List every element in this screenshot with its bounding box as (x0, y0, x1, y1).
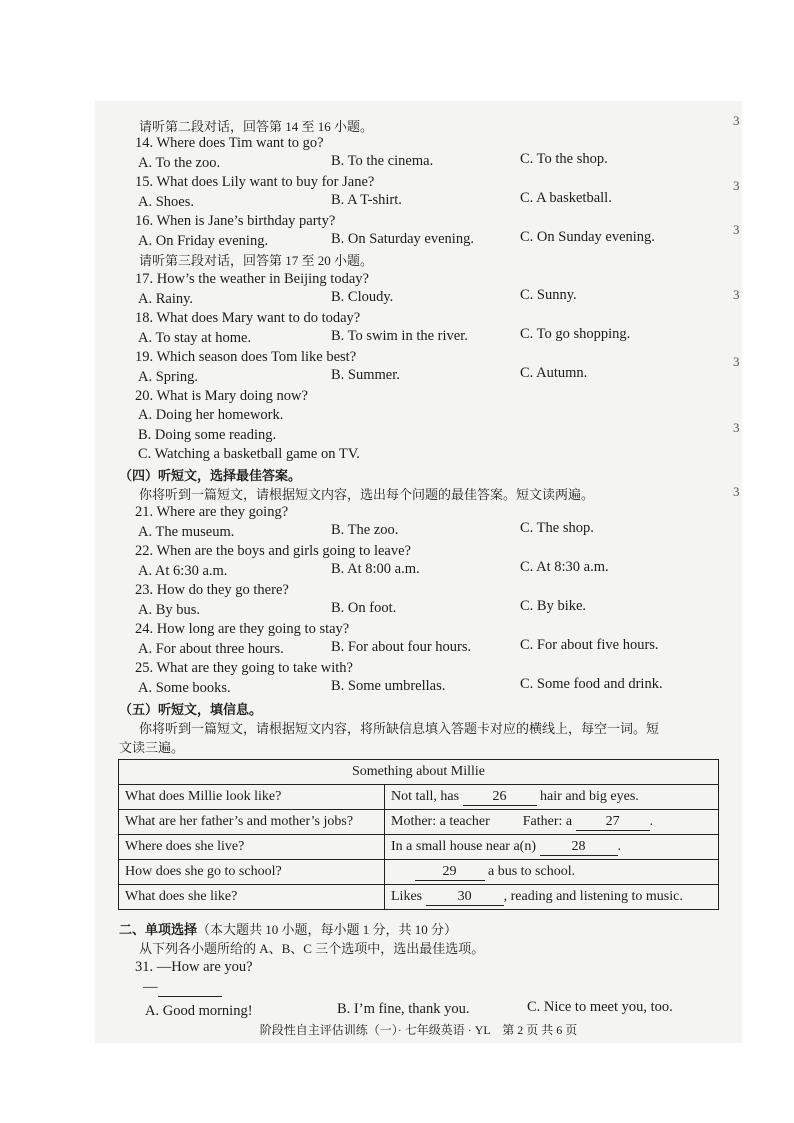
question-20: 20. What is Mary doing now? (135, 388, 308, 404)
option-23c: C. By bike. (520, 598, 587, 614)
question-31: 31. —How are you? (135, 959, 253, 975)
table-row (119, 885, 719, 910)
option-21b: B. The zoo. (331, 522, 399, 538)
table-answer: In a small house near a(n) 28 . (385, 835, 719, 860)
section-title-part4: （四）听短文，选择最佳答案。 (119, 468, 302, 483)
option-24a: A. For about three hours. (138, 641, 284, 657)
question-19: 19. Which season does Tom like best? (135, 349, 357, 365)
option-22c: C. At 8:30 a.m. (520, 559, 609, 575)
table-answer: Mother: a teacher Father: a 27 . (385, 810, 719, 835)
option-19c: C. Autumn. (520, 365, 588, 381)
margin-mark: 3 (733, 484, 740, 499)
option-23a: A. By bus. (138, 602, 201, 618)
table-question: Where does she live? (119, 835, 385, 860)
answer-blank-27[interactable]: 27 (576, 814, 650, 831)
option-22a: A. At 6:30 a.m. (138, 563, 228, 579)
option-31c: C. Nice to meet you, too. (527, 999, 673, 1015)
option-14a: A. To the zoo. (138, 155, 221, 171)
option-24b: B. For about four hours. (331, 639, 472, 655)
table-question: How does she go to school? (119, 860, 385, 885)
option-20c: C. Watching a basketball game on TV. (138, 446, 360, 462)
section-instruction: 你将听到一篇短文，请根据短文内容，将所缺信息填入答题卡对应的横线上，每空一词。短 (139, 721, 660, 736)
table-row (119, 835, 719, 860)
table-row (119, 860, 719, 885)
option-14c: C. To the shop. (520, 151, 608, 167)
margin-mark: 3 (733, 178, 740, 193)
margin-mark: 3 (733, 222, 740, 237)
option-24c: C. For about five hours. (520, 637, 659, 653)
question-15: 15. What does Lily want to buy for Jane? (135, 174, 375, 190)
table-answer: Likes 30 , reading and listening to music. (385, 885, 719, 910)
option-25a: A. Some books. (138, 680, 231, 696)
exam-page (95, 101, 742, 1043)
info-table (118, 759, 719, 910)
answer-blank-28[interactable]: 28 (540, 839, 618, 856)
option-23b: B. On foot. (331, 600, 397, 616)
option-16a: A. On Friday evening. (138, 233, 269, 249)
table-question: What does Millie look like? (119, 785, 385, 810)
option-17b: B. Cloudy. (331, 289, 394, 305)
option-17a: A. Rainy. (138, 291, 194, 307)
option-20b: B. Doing some reading. (138, 427, 277, 443)
option-16c: C. On Sunday evening. (520, 229, 655, 245)
table-row (119, 810, 719, 835)
option-17c: C. Sunny. (520, 287, 577, 303)
section-instruction: 你将听到一篇短文，请根据短文内容，选出每个问题的最佳答案。短文读两遍。 (139, 487, 595, 502)
table-question: What does she like? (119, 885, 385, 910)
question-14: 14. Where does Tim want to go? (135, 135, 324, 151)
question-25: 25. What are they going to take with? (135, 660, 353, 676)
table-question: What are her father’s and mother’s jobs? (119, 810, 385, 835)
question-24: 24. How long are they going to stay? (135, 621, 350, 637)
option-15b: B. A T-shirt. (331, 192, 402, 208)
option-15a: A. Shoes. (138, 194, 194, 210)
section-instruction: 请听第三段对话，回答第 17 至 20 小题。 (139, 253, 374, 268)
option-19a: A. Spring. (138, 369, 199, 385)
option-18c: C. To go shopping. (520, 326, 631, 342)
table-answer: Not tall, has 26 hair and big eyes. (385, 785, 719, 810)
margin-mark: 3 (733, 354, 740, 369)
option-18b: B. To swim in the river. (331, 328, 468, 344)
table-title: Something about Millie (119, 760, 719, 785)
option-21c: C. The shop. (520, 520, 594, 536)
question-16: 16. When is Jane’s birthday party? (135, 213, 336, 229)
section-title-part5: （五）听短文，填信息。 (119, 702, 263, 717)
option-31a: A. Good morning! (145, 1003, 253, 1019)
section-title-part2: 二、单项选择（本大题共 10 小题，每小题 1 分，共 10 分） (119, 922, 458, 937)
margin-mark: 3 (733, 287, 740, 302)
answer-blank-29[interactable]: 29 (415, 864, 485, 881)
dialogue-blank-31: — (143, 979, 222, 997)
option-15c: C. A basketball. (520, 190, 612, 206)
option-14b: B. To the cinema. (331, 153, 434, 169)
option-25c: C. Some food and drink. (520, 676, 663, 692)
question-17: 17. How’s the weather in Beijing today? (135, 271, 369, 287)
question-22: 22. When are the boys and girls going to leave? (135, 543, 411, 559)
option-20a: A. Doing her homework. (138, 407, 284, 423)
option-22b: B. At 8:00 a.m. (331, 561, 420, 577)
section-instruction-cont: 文读三遍。 (119, 740, 185, 755)
question-23: 23. How do they go there? (135, 582, 289, 598)
table-answer: 29 a bus to school. (385, 860, 719, 885)
option-25b: B. Some umbrellas. (331, 678, 446, 694)
option-19b: B. Summer. (331, 367, 400, 383)
section-instruction: 从下列各小题所给的 A、B、C 三个选项中，选出最佳选项。 (139, 941, 485, 956)
option-18a: A. To stay at home. (138, 330, 252, 346)
option-16b: B. On Saturday evening. (331, 231, 474, 247)
option-31b: B. I’m fine, thank you. (337, 1001, 470, 1017)
table-row (119, 785, 719, 810)
answer-blank-30[interactable]: 30 (426, 889, 504, 906)
answer-blank-26[interactable]: 26 (463, 789, 537, 806)
margin-mark: 3 (733, 420, 740, 435)
page-footer: 阶段性自主评估训练（一）· 七年级英语 · YL 第 2 页 共 6 页 (259, 1023, 578, 1037)
section-instruction: 请听第二段对话，回答第 14 至 16 小题。 (139, 119, 374, 134)
question-18: 18. What does Mary want to do today? (135, 310, 361, 326)
question-21: 21. Where are they going? (135, 504, 289, 520)
option-21a: A. The museum. (138, 524, 235, 540)
margin-mark: 3 (733, 113, 740, 128)
